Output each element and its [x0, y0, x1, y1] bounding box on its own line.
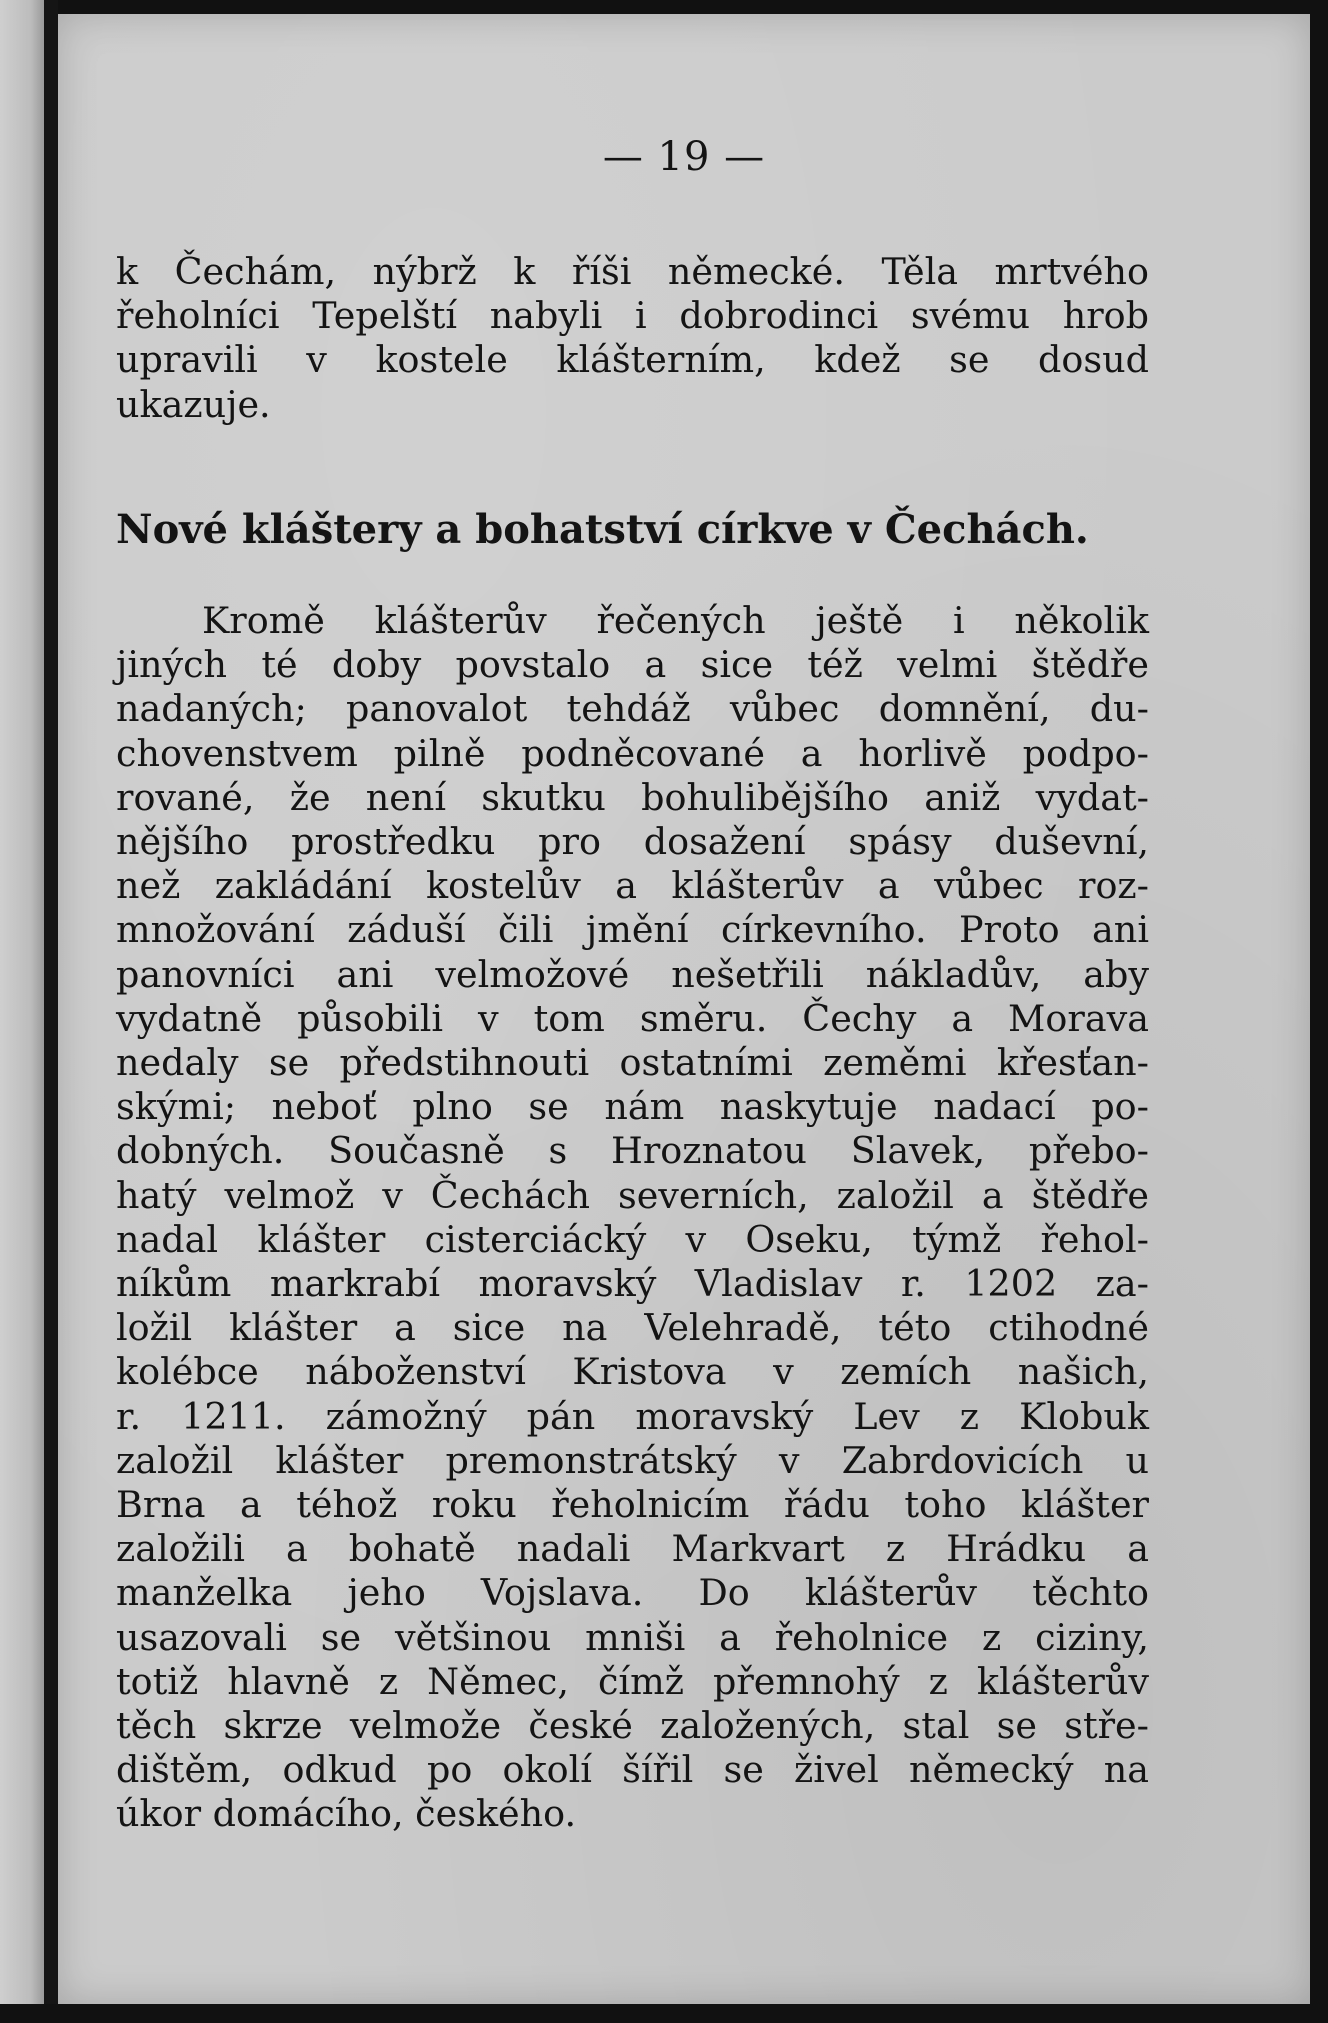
text-line: usazovali se většinou mniši a řeholnice z ciziny, [116, 1615, 1149, 1659]
text-line: dobných. Současně s Hroznatou Slavek, přebo- [116, 1129, 1149, 1173]
text-line: totiž hlavně z Němec, čímž přemnohý z klášterův [116, 1659, 1149, 1703]
text-line: založil klášter premonstrátský v Zabrdovicích u [116, 1438, 1149, 1482]
text-line: než zakládání kostelův a klášterův a vůbec roz- [116, 864, 1149, 908]
text-line: skými; neboť plno se nám naskytuje nadací po- [116, 1085, 1149, 1129]
text-line: r. 1211. zámožný pán moravský Lev z Klobuk [116, 1394, 1149, 1438]
page-number: — 19 — [602, 134, 766, 180]
text-line: nějšího prostředku pro dosažení spásy duševní, [116, 820, 1149, 864]
text-line: kolébce náboženství Kristova v zemích našich, [116, 1350, 1149, 1394]
text-line: upravili v kostele klášterním, kdež se dosud [116, 338, 1149, 382]
text-line: ložil klášter a sice na Velehradě, této ctihodné [116, 1306, 1149, 1350]
section-heading: Nové kláštery a bohatství církve v Čechách. [116, 506, 1089, 553]
text-line: níkům markrabí moravský Vladislav r. 1202 za- [116, 1262, 1149, 1306]
paragraph-continuation [116, 250, 1149, 427]
text-line: úkor domácího, českého. [116, 1792, 577, 1836]
text-line: rované, že není skutku bohulibějšího aniž vydat- [116, 775, 1149, 819]
text-line: založili a bohatě nadali Markvart z Hrádku a [116, 1527, 1149, 1571]
text-line: Kromě klášterův řečených ještě i několik [202, 599, 1149, 642]
text-line: k Čechám, nýbrž k říši německé. Těla mrtvého [116, 250, 1149, 293]
text-line: řeholníci Tepelští nabyli i dobrodinci svému hrob [116, 294, 1149, 338]
text-line: Brna a téhož roku řeholnicím řádu toho klášter [116, 1483, 1149, 1527]
text-line: množování záduší čili jmění církevního. Proto ani [116, 908, 1149, 952]
text-line: vydatně působili v tom směru. Čechy a Morava [116, 996, 1149, 1040]
text-line: hatý velmož v Čechách severních, založil a štědře [116, 1173, 1149, 1217]
page-paper [58, 14, 1310, 2004]
text-line: nadal klášter cisterciácký v Oseku, týmž řehol- [116, 1217, 1149, 1261]
text-line: jiných té doby povstalo a sice též velmi štědře [116, 643, 1149, 687]
text-line: nadaných; panovalot tehdáž vůbec domnění, du- [116, 687, 1149, 731]
text-line: ukazuje. [116, 382, 271, 426]
book-spine-shadow [44, 0, 58, 2023]
text-line: nedaly se předstihnouti ostatními zeměmi křesťan- [116, 1041, 1149, 1085]
text-line: dištěm, odkud po okolí šířil se živel německý na [116, 1748, 1149, 1792]
text-line: manželka jeho Vojslava. Do klášterův těchto [116, 1571, 1149, 1615]
paragraph-main [116, 599, 1149, 1837]
text-line: těch skrze velmože české založených, stal se stře- [116, 1704, 1149, 1748]
scan-bottom-border [0, 2004, 1328, 2023]
text-line: panovníci ani velmožové nešetřili nákladův, aby [116, 952, 1149, 996]
facing-page-edge [0, 0, 44, 2023]
text-line: chovenstvem pilně podněcované a horlivě podpo- [116, 731, 1149, 775]
